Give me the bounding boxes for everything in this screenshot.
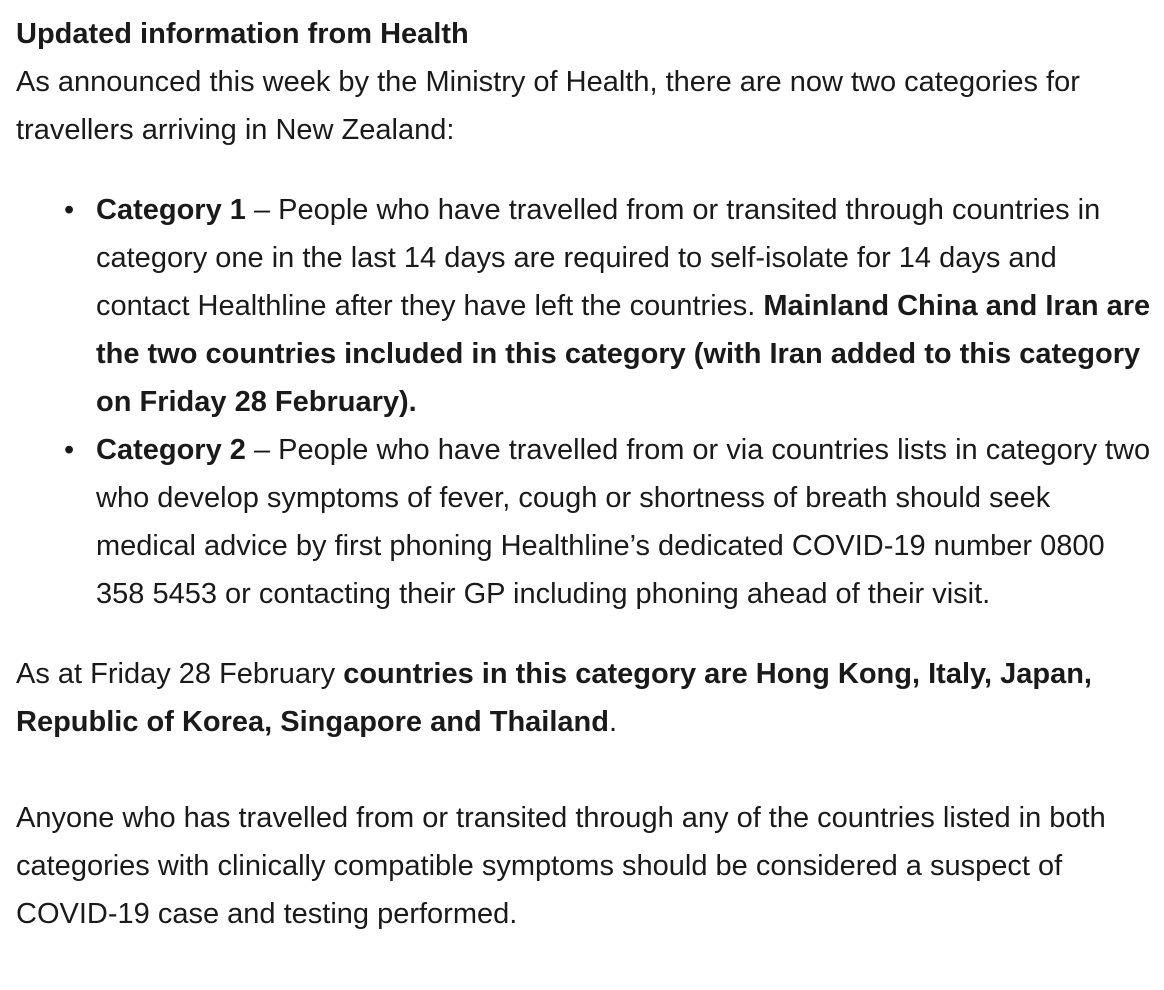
bullet-icon: •: [64, 434, 75, 466]
category-text: – People who have travelled from or transited through countries in category one in the last 14 days are required to self-isolate for 14 days and contact Healthline after they have left the countries.: [96, 194, 1101, 322]
as-at-countries: countries in this category are Hong Kong, Italy, Japan, Republic of Korea, Singapore and Thailand: [16, 658, 1092, 738]
section-heading: Updated information from Health: [16, 18, 469, 50]
as-at-suffix: .: [608, 706, 618, 738]
category-text: – People who have travelled from or via countries lists in category two who develop symptoms of fever, cough or shortness of breath should seek medical advice by first phoning Healthline’s dedicated COVID-19 number 0800 358 5453 or contacting their GP including phoning ahead of their visit.: [96, 434, 1151, 610]
list-item-category-2: [64, 426, 1156, 618]
intro-paragraph: As announced this week by the Ministry of Health, there are now two categories for travellers arriving in New Zealand:: [16, 66, 1080, 146]
bullet-icon: •: [64, 194, 75, 226]
list-item-category-1: [64, 186, 1156, 426]
as-at-paragraph: [16, 650, 1156, 746]
category-label: Category 1: [96, 194, 246, 226]
spacer: [16, 154, 1156, 186]
as-at-prefix: As at Friday 28 February: [16, 658, 344, 690]
closing-paragraph: Anyone who has travelled from or transited through any of the countries listed in both categories with clinically compatible symptoms should be considered a suspect of COVID-19 case and testing performed.: [16, 802, 1106, 930]
category-list: [16, 186, 1156, 618]
spacer: [16, 618, 1156, 650]
article-content: [16, 10, 1156, 938]
category-label: Category 2: [96, 434, 246, 466]
category-bold-text: Mainland China and Iran are the two countries included in this category (with Iran added to this category on Friday 28 February).: [96, 290, 1151, 418]
spacer: [16, 746, 1156, 794]
